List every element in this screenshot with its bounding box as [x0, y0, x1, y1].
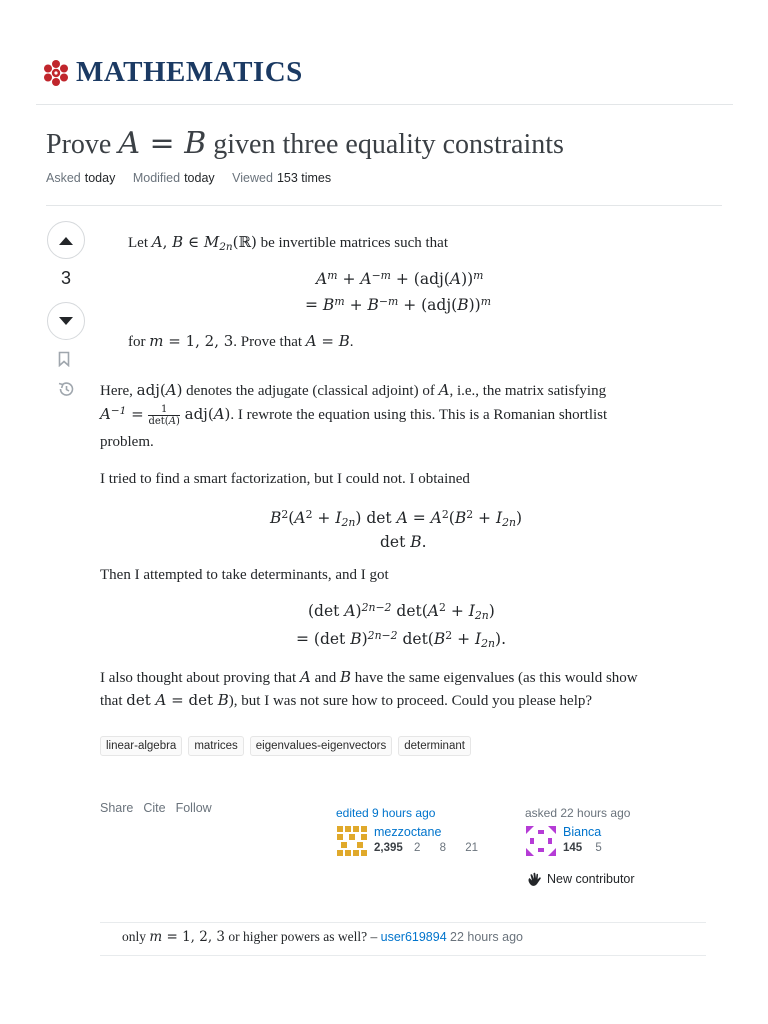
title-math: A = B [118, 126, 207, 161]
arrow-down-icon [59, 317, 73, 326]
upvote-button[interactable] [47, 221, 85, 259]
tag[interactable]: matrices [188, 736, 243, 756]
body-paragraph: problem. [100, 434, 154, 450]
title-suffix: given three equality constraints [206, 129, 564, 160]
body-paragraph: that det A = det B), but I was not sure how to proceed. Could you please help? [100, 691, 593, 709]
divider [100, 955, 706, 956]
editor-name[interactable]: mezzoctane [374, 825, 442, 839]
divider [100, 922, 706, 923]
new-contributor-label: New contributor [547, 872, 635, 886]
body-paragraph: Then I attempted to take determinants, and I got [100, 567, 389, 583]
edited-card [336, 806, 478, 857]
title-prefix: Prove [46, 129, 119, 160]
site-header [36, 52, 733, 105]
body-paragraph: I also thought about proving that A and B have the same eigenvalues (as this would show [100, 668, 638, 686]
asked-card [525, 806, 630, 857]
tag[interactable]: linear-algebra [100, 736, 182, 756]
bronze-badge-count: 5 [595, 842, 602, 854]
tag-list [100, 736, 471, 756]
asked-value: today [84, 171, 116, 185]
asker-name[interactable]: Bianca [563, 825, 602, 839]
comment: only m = 1, 2, 3 or higher powers as well? – user619894 22 hours ago [122, 929, 524, 945]
site-logo[interactable] [42, 56, 303, 89]
vote-count: 3 [60, 268, 71, 288]
equation-line-5: (det A)$^{2n-2}$ $\det(A^2 + I_{2n})$ [308, 601, 495, 622]
avatar[interactable] [336, 825, 368, 857]
downvote-button[interactable] [47, 302, 85, 340]
editor-reputation: 2,395 2 8 21 [374, 842, 478, 854]
avatar[interactable] [525, 825, 557, 857]
equation-line-6: = (det B)$^{2n-2}$ $\det(B^2 + I_{2n})$. [296, 629, 507, 650]
comment-time[interactable]: 22 hours ago [450, 930, 524, 944]
bookmark-button[interactable] [58, 351, 70, 372]
equation-line-4: det B. [380, 533, 427, 551]
asker-reputation: 145 5 [563, 842, 602, 854]
question-meta [46, 171, 345, 185]
post-actions [100, 801, 212, 815]
gold-badge-count: 2 [413, 842, 421, 854]
silver-badge-count: 8 [439, 842, 446, 854]
modified-value[interactable]: today [184, 171, 215, 185]
question-title[interactable] [46, 126, 564, 161]
equation-line-2: = $B^m + B^{-m} + (adj(B))^m$ [305, 295, 491, 314]
site-name: MATHEMATICS [76, 56, 303, 88]
new-contributor-indicator[interactable] [527, 871, 635, 887]
equation-line-3: $B^2(A^2 + I_{2n})$ $\det A = A^2(B^2 + I_{2n})$ [270, 508, 523, 529]
asked-label: Asked [46, 171, 81, 185]
equation-line-1: $A^m + A^{-m} + (adj(A))^m$ [316, 269, 484, 288]
share-link[interactable]: Share [100, 801, 134, 815]
timeline-button[interactable] [57, 380, 75, 403]
history-icon [57, 380, 75, 398]
cite-link[interactable]: Cite [143, 801, 166, 815]
follow-link[interactable]: Follow [175, 801, 212, 815]
tag[interactable]: determinant [398, 736, 471, 756]
bookmark-icon [58, 351, 70, 367]
body-paragraph: I tried to find a smart factorization, but I could not. I obtained [100, 471, 470, 487]
body-paragraph: Let A, B ∈ $M_{2n}(ℝ)$ be invertible matrices such that [128, 233, 448, 253]
modified-label: Modified [132, 171, 181, 185]
body-paragraph: Here, adj(A) denotes the adjugate (classical adjoint) of A, i.e., the matrix satisfying [100, 381, 607, 399]
logo-icon [42, 59, 70, 87]
comment-user-link[interactable]: user619894 [380, 930, 447, 944]
viewed-label: Viewed [232, 171, 273, 185]
asked-time: asked 22 hours ago [525, 806, 631, 820]
bronze-badge-count: 21 [465, 842, 478, 854]
edited-time-link[interactable]: edited 9 hours ago [336, 806, 436, 820]
tag[interactable]: eigenvalues-eigenvectors [250, 736, 392, 756]
body-paragraph: $A^{-1}$ = 1 det(A) adj(A). I rewrote the equation using this. This is a Romanian shortlist [100, 404, 608, 428]
wave-hand-icon [527, 871, 543, 887]
viewed-value: 153 times [276, 171, 332, 185]
divider [46, 205, 722, 206]
arrow-up-icon [59, 236, 73, 245]
body-paragraph: for m = 1, 2, 3. Prove that A = B. [128, 332, 354, 350]
